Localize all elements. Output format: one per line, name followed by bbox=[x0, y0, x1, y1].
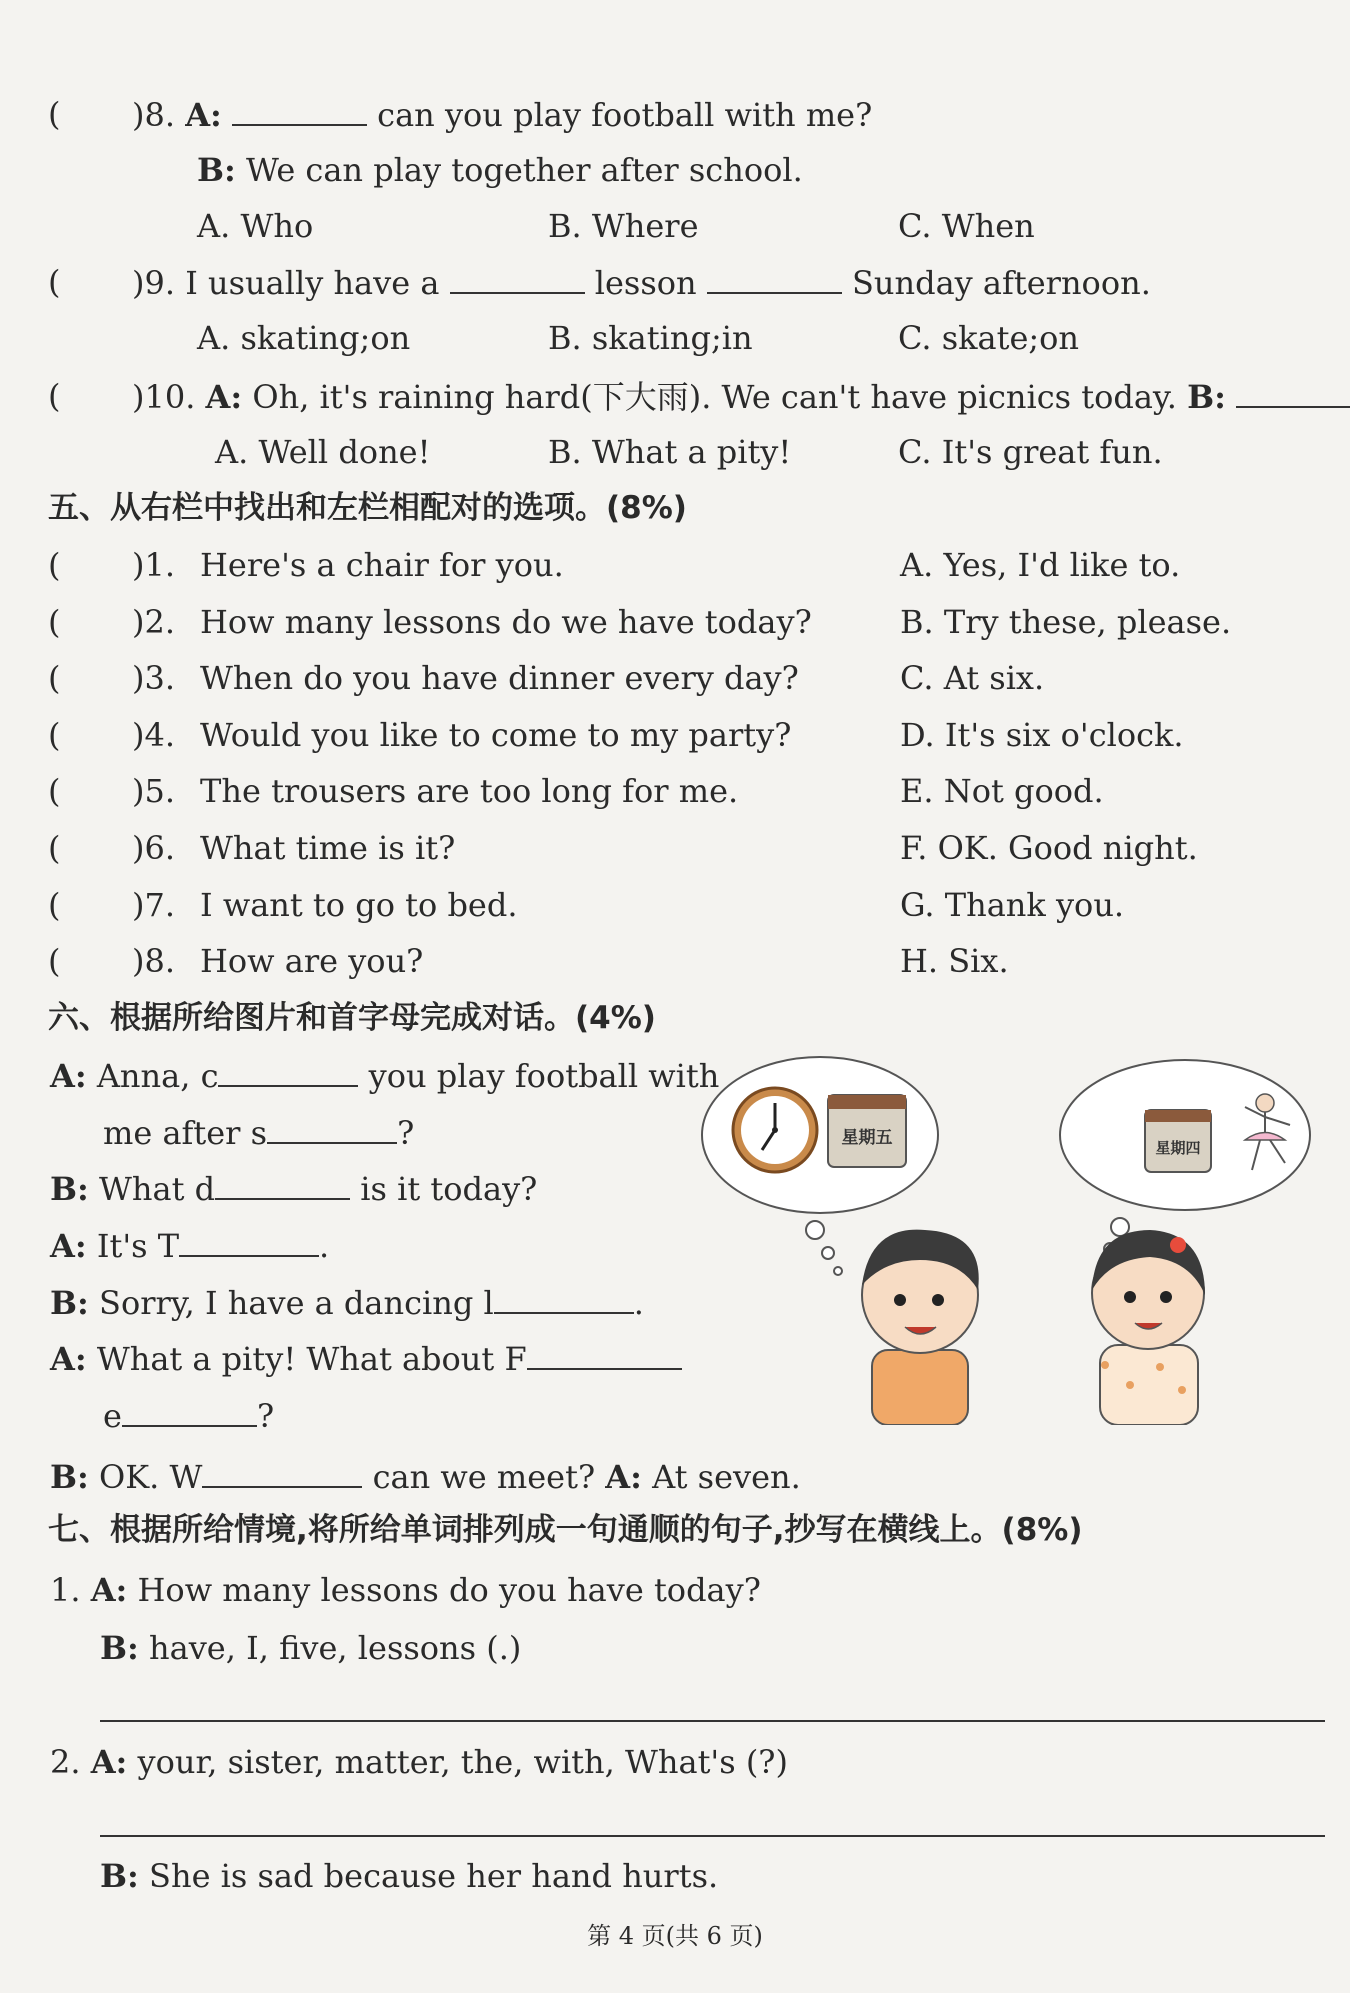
match-left-text: )8. bbox=[132, 942, 176, 981]
calendar-friday-icon bbox=[828, 1095, 906, 1167]
q8-stem: )8. A: can you play football with me? bbox=[132, 96, 873, 134]
s6-blank-t[interactable] bbox=[179, 1225, 319, 1257]
s6-line-5: B: Sorry, I have a dancing l . bbox=[50, 1284, 644, 1322]
match-left-text: )3. bbox=[132, 659, 176, 698]
match-left-text: )6. bbox=[132, 829, 176, 867]
answer-paren[interactable]: ( bbox=[48, 829, 61, 867]
s7-q2-b: B: She is sad because her hand hurts. bbox=[100, 1857, 719, 1895]
match-left-text: )5. bbox=[132, 772, 176, 811]
match-left-sentence: What time is it? bbox=[200, 829, 456, 867]
clock-icon bbox=[733, 1088, 817, 1172]
q9-blank-2[interactable] bbox=[707, 262, 842, 294]
match-left-sentence: The trousers are too long for me. bbox=[200, 772, 739, 811]
section-5-title: 五、从右栏中找出和左栏相配对的选项。(8%) bbox=[48, 490, 687, 526]
match-left-text: )7. bbox=[132, 885, 176, 924]
calendar-thursday-label: 星期四 bbox=[1155, 1139, 1201, 1157]
q8-blank[interactable] bbox=[232, 94, 367, 126]
answer-paren[interactable]: ( bbox=[48, 885, 61, 924]
match-left-text: )1. bbox=[132, 546, 176, 584]
s6-line-1: A: Anna, c you play football with bbox=[50, 1057, 720, 1095]
answer-paren[interactable]: ( bbox=[48, 659, 61, 698]
match-left-sentence: How are you? bbox=[200, 942, 424, 981]
q9-option-b[interactable]: B. skating;in bbox=[548, 319, 753, 357]
s6-line-3: B: What d is it today? bbox=[50, 1170, 538, 1208]
q10-option-b[interactable]: B. What a pity! bbox=[548, 433, 792, 471]
match-left-sentence: Would you like to come to my party? bbox=[200, 715, 792, 754]
s7-q1-answer-line[interactable] bbox=[100, 1720, 1325, 1722]
s6-blank-e[interactable] bbox=[122, 1395, 257, 1427]
q8-answer-b: B: We can play together after school. bbox=[197, 151, 803, 189]
girl-character-icon bbox=[1092, 1230, 1205, 1425]
match-right-option[interactable]: G. Thank you. bbox=[900, 885, 1125, 924]
answer-paren[interactable]: ( bbox=[48, 942, 61, 981]
boy-character-icon bbox=[862, 1230, 979, 1425]
match-right-option[interactable]: F. OK. Good night. bbox=[900, 829, 1198, 867]
q10-option-a[interactable]: A. Well done! bbox=[215, 433, 431, 471]
match-left-sentence: How many lessons do we have today? bbox=[200, 602, 812, 641]
answer-paren[interactable]: ( bbox=[48, 263, 61, 301]
answer-paren[interactable]: ( bbox=[48, 95, 61, 133]
s6-line-7: e ? bbox=[103, 1397, 275, 1435]
s6-blank-l[interactable] bbox=[494, 1282, 634, 1314]
s6-blank-s[interactable] bbox=[267, 1112, 397, 1144]
s6-line-2: me after s ? bbox=[103, 1114, 415, 1152]
answer-paren[interactable]: ( bbox=[48, 602, 61, 641]
s7-q1-b: B: have, I, five, lessons (.) bbox=[100, 1629, 522, 1667]
s7-q2-a: 2. A: your, sister, matter, the, with, What's (?) bbox=[50, 1743, 788, 1781]
match-left-sentence: When do you have dinner every day? bbox=[200, 659, 799, 698]
s7-q2-answer-line[interactable] bbox=[100, 1835, 1325, 1837]
illustration-svg bbox=[700, 1045, 1320, 1425]
match-right-option[interactable]: D. It's six o'clock. bbox=[900, 715, 1184, 754]
q10-option-c[interactable]: C. It's great fun. bbox=[898, 433, 1163, 471]
q8-option-b[interactable]: B. Where bbox=[548, 207, 699, 245]
q9-blank-1[interactable] bbox=[450, 262, 585, 294]
q9-option-c[interactable]: C. skate;on bbox=[898, 319, 1080, 357]
match-right-option[interactable]: H. Six. bbox=[900, 942, 1009, 981]
q9-stem: )9. I usually have a lesson Sunday afternoon. bbox=[132, 264, 1151, 302]
match-right-option[interactable]: B. Try these, please. bbox=[900, 602, 1232, 641]
s6-blank-f[interactable] bbox=[527, 1338, 682, 1370]
match-right-option[interactable]: A. Yes, I'd like to. bbox=[900, 546, 1181, 584]
match-left-text: )2. bbox=[132, 602, 176, 641]
match-right-option[interactable]: C. At six. bbox=[900, 659, 1045, 698]
match-left-sentence: Here's a chair for you. bbox=[200, 546, 564, 584]
answer-paren[interactable]: ( bbox=[48, 546, 61, 584]
s6-blank-c[interactable] bbox=[218, 1055, 358, 1087]
section-7-title: 七、根据所给情境,将所给单词排列成一句通顺的句子,抄写在横线上。(8%) bbox=[48, 1512, 1083, 1548]
s6-line-4: A: It's T . bbox=[50, 1227, 330, 1265]
match-right-option[interactable]: E. Not good. bbox=[900, 772, 1104, 811]
q8-option-a[interactable]: A. Who bbox=[197, 207, 314, 245]
q9-option-a[interactable]: A. skating;on bbox=[197, 319, 411, 357]
match-left-sentence: I want to go to bed. bbox=[200, 885, 518, 924]
q10-blank[interactable] bbox=[1236, 376, 1350, 408]
q8-option-c[interactable]: C. When bbox=[898, 207, 1035, 245]
match-left-text: )4. bbox=[132, 715, 176, 754]
answer-paren[interactable]: ( bbox=[48, 715, 61, 754]
s6-line-6: A: What a pity! What about F bbox=[50, 1338, 682, 1379]
page-footer: 第 4 页(共 6 页) bbox=[587, 1922, 763, 1950]
s6-blank-w[interactable] bbox=[202, 1456, 362, 1488]
dialogue-illustration bbox=[700, 1045, 1320, 1433]
s6-line-8: B: OK. W can we meet? A: At seven. bbox=[50, 1458, 801, 1496]
answer-paren[interactable]: ( bbox=[48, 377, 61, 415]
section-6-title: 六、根据所给图片和首字母完成对话。(4%) bbox=[48, 1000, 656, 1036]
s6-blank-d[interactable] bbox=[215, 1168, 350, 1200]
calendar-friday-label: 星期五 bbox=[841, 1128, 893, 1148]
s7-q1-a: 1. A: How many lessons do you have today? bbox=[50, 1571, 761, 1609]
calendar-thursday-icon bbox=[1145, 1110, 1211, 1172]
answer-paren[interactable]: ( bbox=[48, 772, 61, 811]
q10-stem: )10. A: Oh, it's raining hard(下大雨). We can't have picnics today. B: bbox=[132, 376, 1350, 417]
